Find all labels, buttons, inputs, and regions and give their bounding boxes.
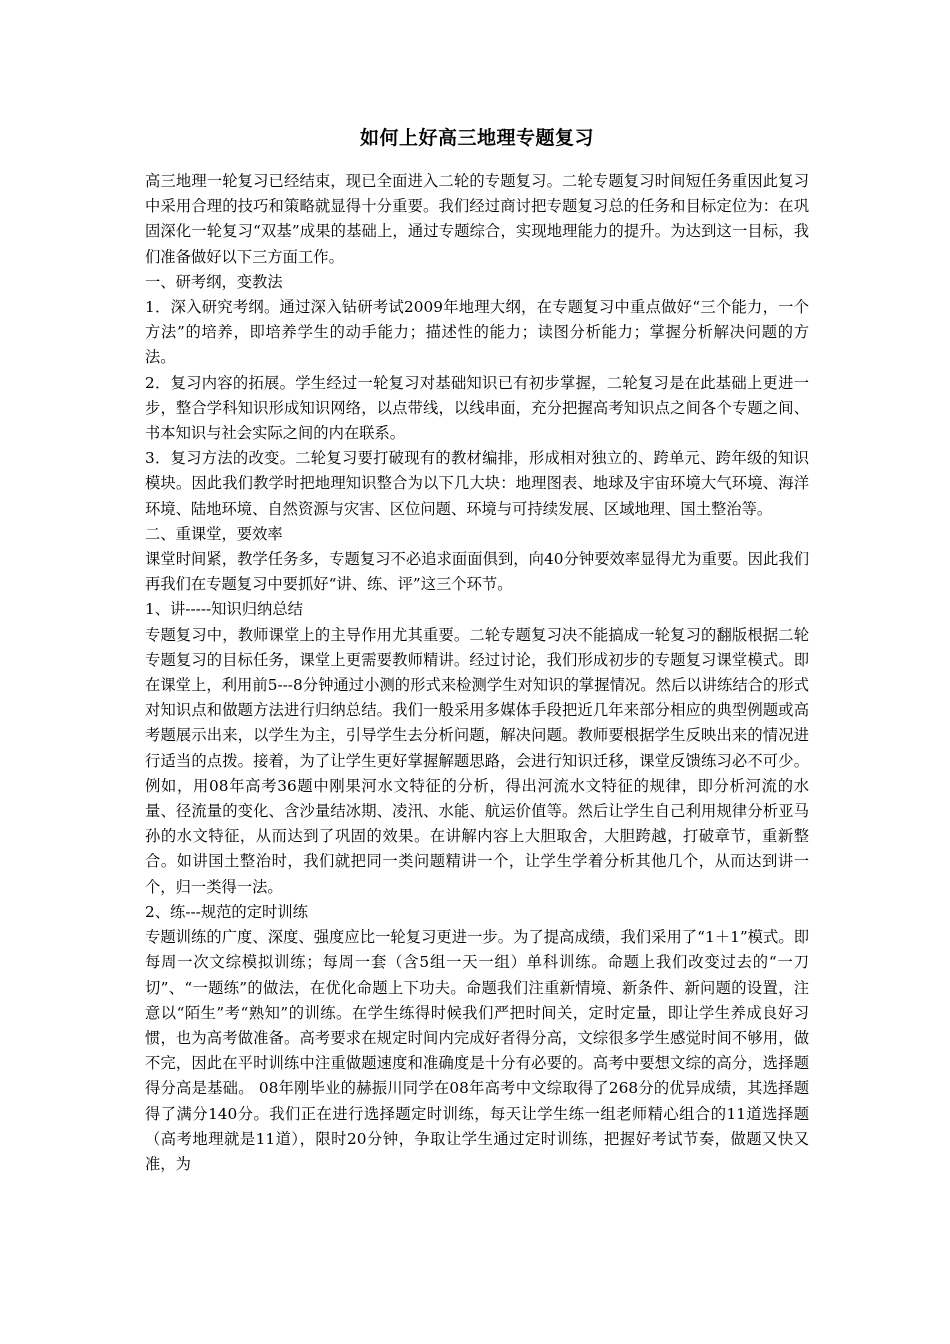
document-page bbox=[145, 124, 809, 1177]
paragraph-practice: 专题训练的广度、深度、强度应比一轮复习更进一步。为了提高成绩，我们采用了“1＋1”模式。即每周一次文综模拟训练；每周一套（含5组一天一组）单科训练。命题上我们改变过去的“一刀切”、“一题练”的做法，在优化命题上下功夫。命题我们注重新情境、新条件、新问题的设置，注意以“陌生”考“熟知”的训练。在学生练得时候我们严把时间关，定时定量，即让学生养成良好习惯，也为高考做准备。高考要求在规定时间内完成好者得分高，文综很多学生感觉时间不够用，做不完，因此在平时训练中注重做题速度和准确度是十分有必要的。高考中要想文综的高分，选择题得分高是基础。 08年刚毕业的赫振川同学在08年高考中文综取得了268分的优异成绩，其选择题得了满分140分。我们正在进行选择题定时训练，每天让学生练一组老师精心组合的11道选择题（高考地理就是11道），限时20分钟，争取让学生通过定时训练，把握好考试节奏，做题又快又准，为 bbox=[145, 928, 809, 1173]
subheading-lecture: 1、讲-----知识归纳总结 bbox=[145, 600, 303, 619]
paragraph-intro: 高三地理一轮复习已经结束，现已全面进入二轮的专题复习。二轮专题复习时间短任务重因此复习中采用合理的技巧和策略就显得十分重要。我们经过商讨把专题复习总的任务和目标定位为：在巩固深化一轮复习“双基”成果的基础上，通过专题综合，实现地理能力的提升。为达到这一目标，我们准备做好以下三方面工作。 bbox=[145, 172, 809, 266]
paragraph-item-3: 3．复习方法的改变。二轮复习要打破现有的教材编排，形成相对独立的、跨单元、跨年级的知识模块。因此我们教学时把地理知识整合为以下几大块：地理图表、地球及宇宙环境大气环境、海洋环境、陆地环境、自然资源与灾害、区位问题、环境与可持续发展、区域地理、国土整治等。 bbox=[145, 449, 809, 518]
document-title: 如何上好高三地理专题复习 bbox=[359, 127, 594, 149]
subheading-practice: 2、练---规范的定时训练 bbox=[145, 902, 308, 921]
section-heading-1: 一、研考纲，变教法 bbox=[145, 272, 283, 291]
paragraph-item-2: 2．复习内容的拓展。学生经过一轮复习对基础知识已有初步掌握，二轮复习是在此基础上更进一步，整合学科知识形成知识网络，以点带线，以线串面，充分把握高考知识点之间各个专题之间、书本知识与社会实际之间的内在联系。 bbox=[145, 373, 809, 443]
section-heading-2: 二、重课堂，要效率 bbox=[145, 524, 283, 543]
paragraph-classroom: 课堂时间紧，教学任务多，专题复习不必追求面面俱到，向40分钟要效率显得尤为重要。因此我们再我们在专题复习中要抓好“讲、练、评”这三个环节。 bbox=[145, 550, 809, 594]
paragraph-item-1: 1．深入研究考纲。通过深入钻研考试2009年地理大纲，在专题复习中重点做好“三个能力，一个方法”的培养，即培养学生的动手能力；描述性的能力；读图分析能力；掌握分析解决问题的方法。 bbox=[145, 298, 809, 367]
paragraph-lecture: 专题复习中，教师课堂上的主导作用尤其重要。二轮专题复习决不能搞成一轮复习的翻版根据二轮专题复习的目标任务，课堂上更需要教师精讲。经过讨论，我们形成初步的专题复习课堂模式。即在课堂上，利用前5---8分钟通过小测的形式来检测学生对知识的掌握情况。然后以讲练结合的形式对知识点和做题方法进行归纳总结。我们一般采用多媒体手段把近几年来部分相应的典型例题或高考题展示出来，以学生为主，引导学生去分析问题，解决问题。教师要根据学生反映出来的情况进行适当的点拨。接着，为了让学生更好掌握解题思路，会进行知识迁移，课堂反馈练习必不可少。例如，用08年高考36题中刚果河水文特征的分析，得出河流水文特征的规律，即分析河流的水量、径流量的变化、含沙量结冰期、凌汛、水能、航运价值等。然后让学生自己利用规律分析亚马孙的水文特征，从而达到了巩固的效果。在讲解内容上大胆取舍，大胆跨越，打破章节，重新整合。如讲国土整治时，我们就把同一类问题精讲一个，让学生学着分析其他几个，从而达到讲一个，归一类得一法。 bbox=[145, 625, 809, 896]
